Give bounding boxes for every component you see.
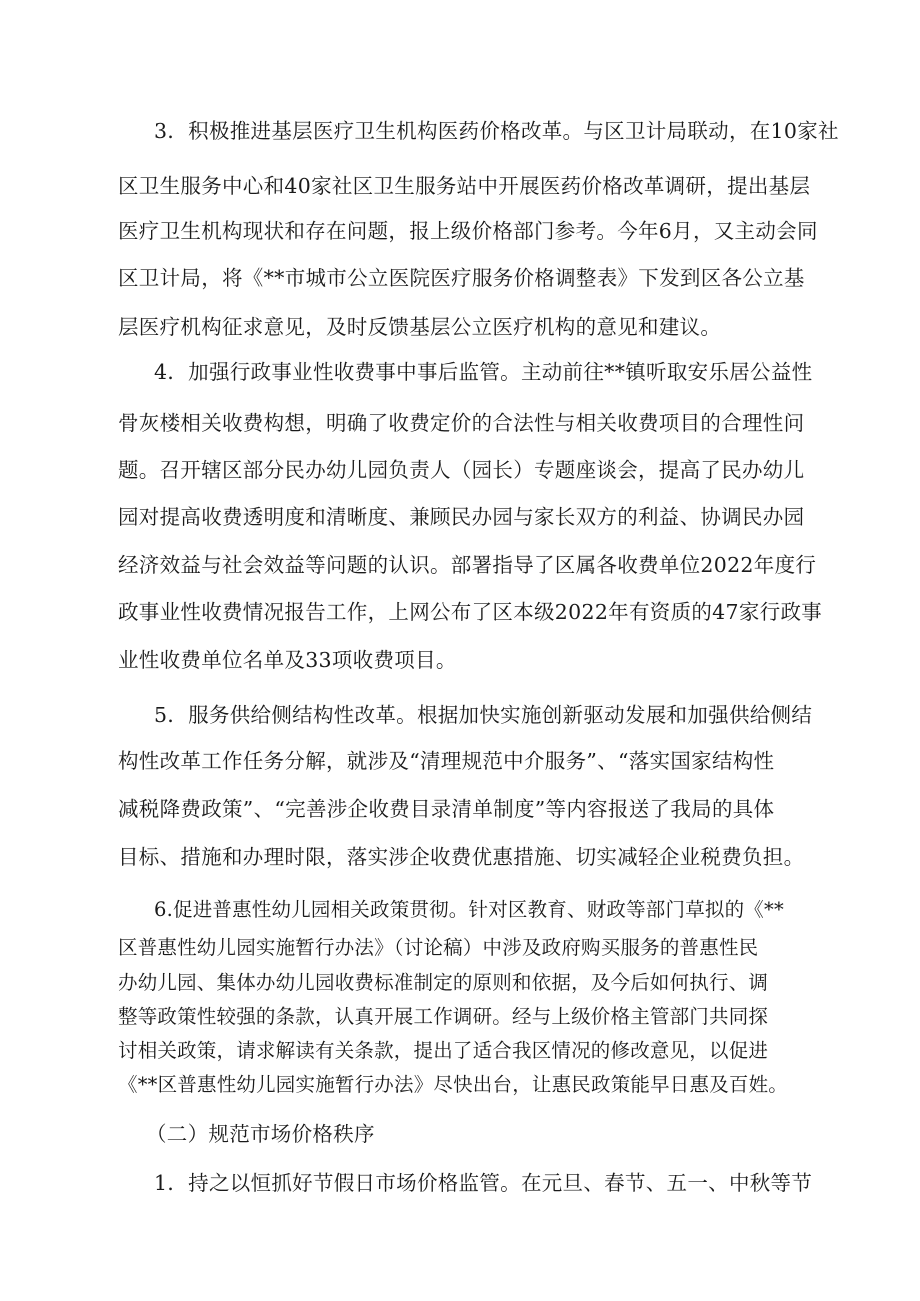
text-line: 层医疗机构征求意见，及时反馈基层公立医疗机构的意见和建议。 (118, 315, 722, 339)
text-line: 政事业性收费情况报告工作，上网公布了区本级2022年有资质的47家行政事 (118, 600, 823, 624)
text-line: 《**区普惠性幼儿园实施暂行办法》尽快出台，让惠民政策能早日惠及百姓。 (118, 1073, 789, 1096)
text-line: 题。召开辖区部分民办幼儿园负责人（园长）专题座谈会，提高了民办幼儿 (118, 458, 805, 482)
text-line: 整等政策性较强的条款，认真开展工作调研。经与上级价格主管部门共同探 (118, 1005, 769, 1028)
text-line: 区卫生服务中心和40家社区卫生服务站中开展医药价格改革调研，提出基层 (118, 174, 811, 198)
text-line: 讨相关政策，请求解读有关条款，提出了适合我区情况的修改意见，以促进 (118, 1039, 769, 1062)
text-line: 4．加强行政事业性收费事中事后监管。主动前往**镇听取安乐居公益性 (154, 360, 813, 384)
text-line: 6.促进普惠性幼儿园相关政策贯彻。针对区教育、财政等部门草拟的《** (154, 898, 784, 921)
text-line: 构性改革工作任务分解，就涉及“清理规范中介服务”、“落实国家结构性 (118, 749, 775, 773)
text-line: 办幼儿园、集体办幼儿园收费标准制定的原则和依据，及今后如何执行、调 (118, 971, 769, 994)
text-line: 区卫计局，将《**市城市公立医院医疗服务价格调整表》下发到区各公立基 (118, 266, 805, 290)
text-line: 医疗卫生机构现状和存在问题，报上级价格部门参考。今年6月，又主动会同 (118, 219, 818, 243)
text-line: 业性收费单位名单及33项收费项目。 (118, 648, 457, 672)
text-line: 区普惠性幼儿园实施暂行办法》（讨论稿）中涉及政府购买服务的普惠性民 (118, 936, 759, 959)
text-line: 减税降费政策”、“完善涉企收费目录清单制度”等内容报送了我局的具体 (118, 797, 775, 821)
text-line: 园对提高收费透明度和清晰度、兼顾民办园与家长双方的利益、协调民办园 (118, 505, 805, 529)
text-line: 经济效益与社会效益等问题的认识。部署指导了区属各收费单位2022年度行 (118, 553, 817, 577)
text-line: 3．积极推进基层医疗卫生机构医药价格改革。与区卫计局联动，在10家社 (154, 119, 839, 143)
section-heading-text: （二）规范市场价格秩序 (146, 1122, 375, 1146)
text-line: 目标、措施和办理时限，落实涉企收费优惠措施、切实减轻企业税费负担。 (118, 845, 805, 869)
text-line: 5．服务供给侧结构性改革。根据加快实施创新驱动发展和加强供给侧结 (154, 703, 813, 727)
text-line: 1．持之以恒抓好节假日市场价格监管。在元旦、春节、五一、中秋等节 (154, 1171, 813, 1195)
text-line: 骨灰楼相关收费构想，明确了收费定价的合法性与相关收费项目的合理性问 (118, 411, 805, 435)
